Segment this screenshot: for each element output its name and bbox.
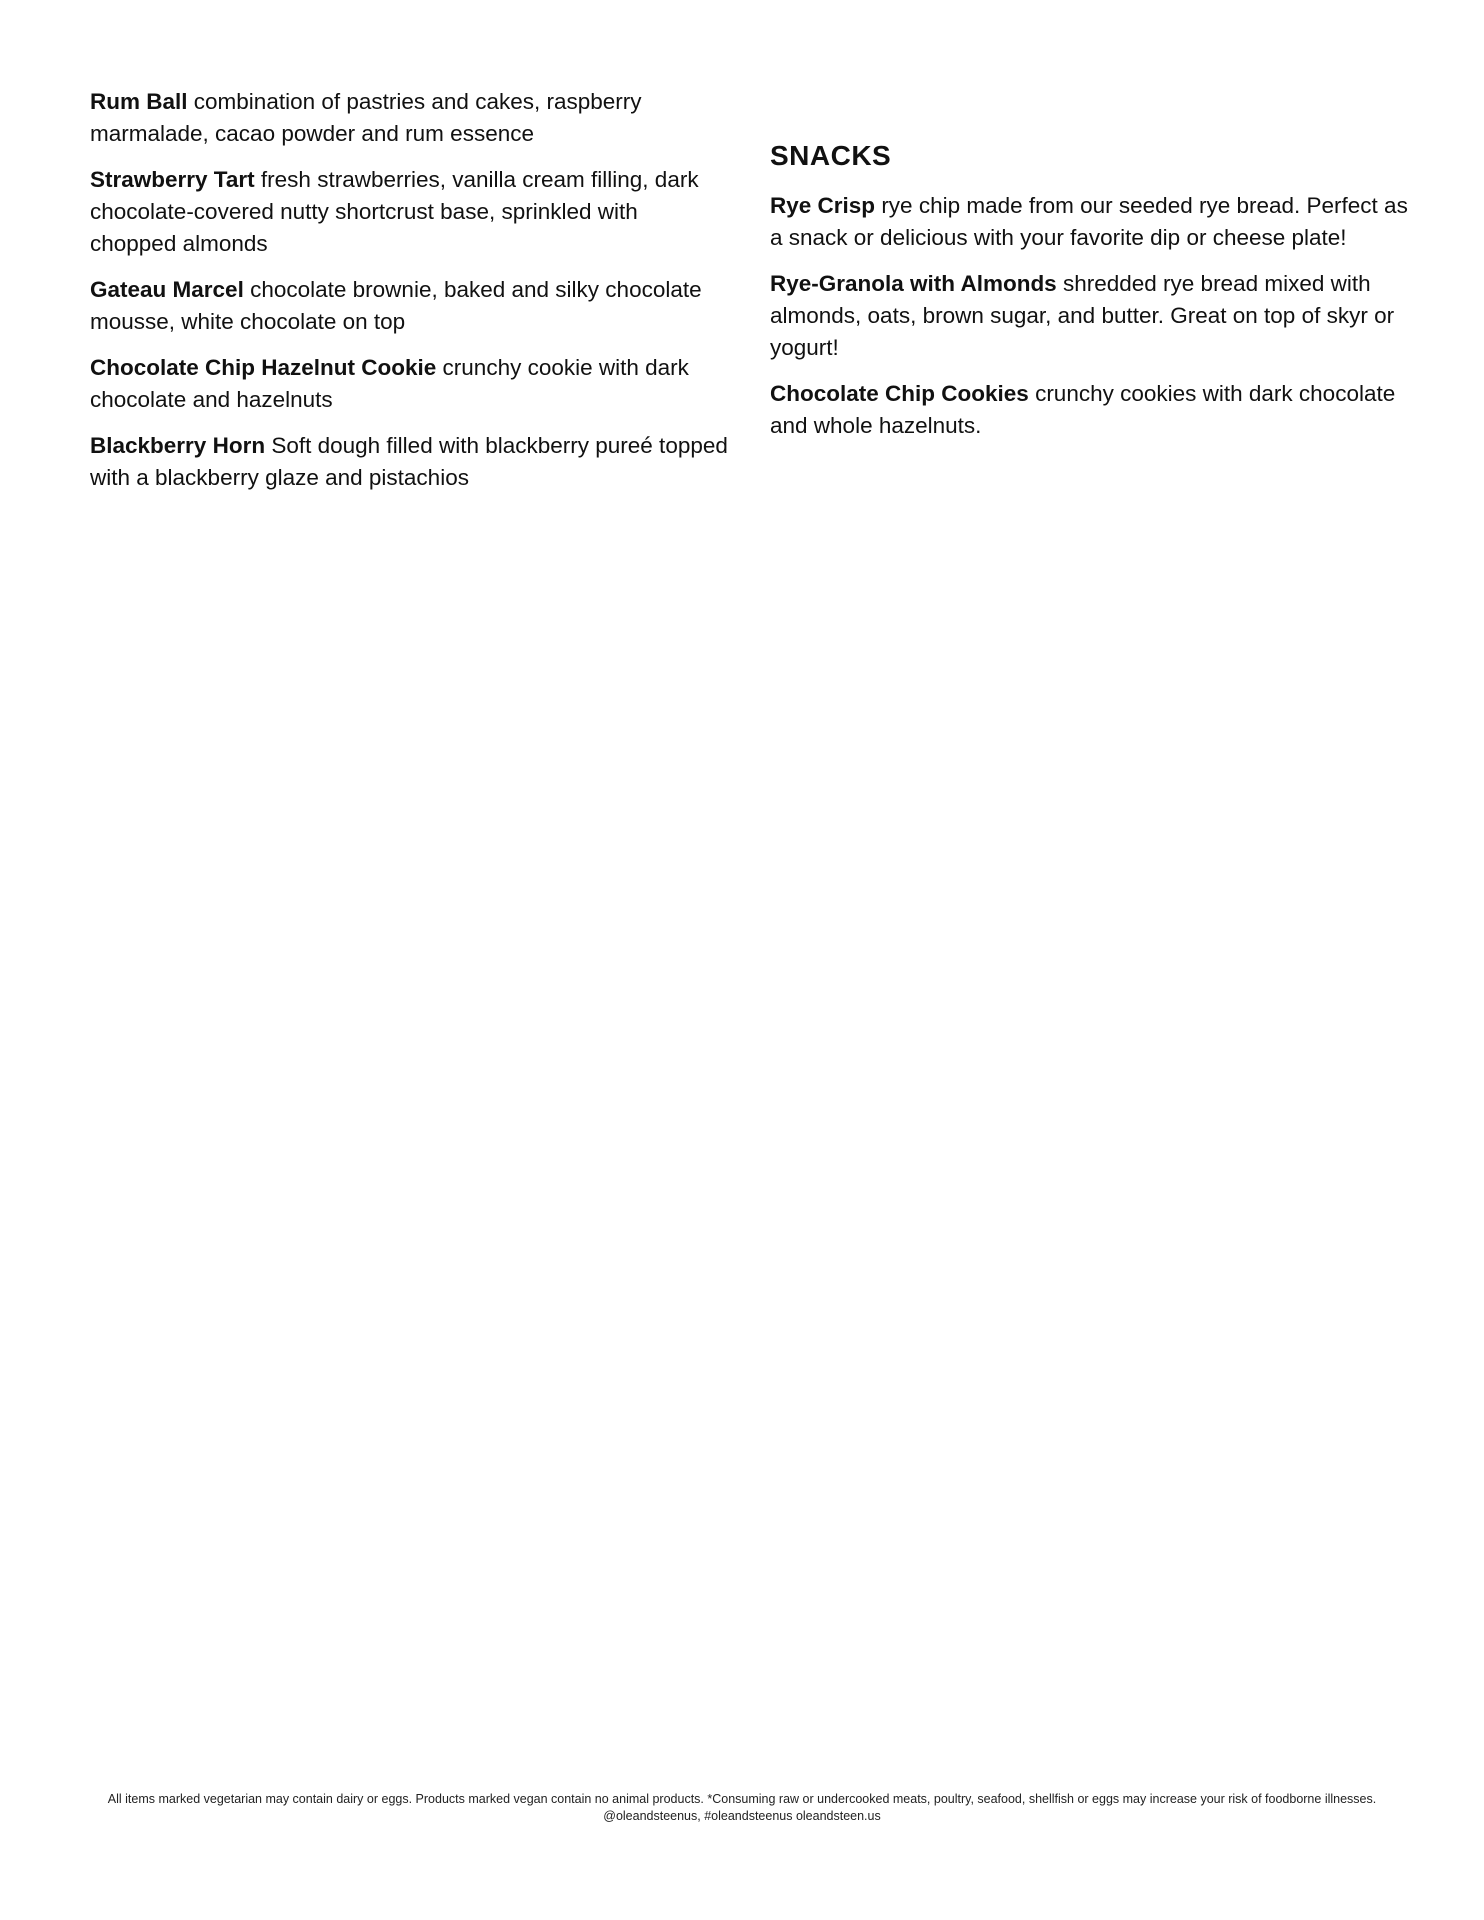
item-description: rye chip made from our seeded rye bread. Perfect as a snack or delicious with your favorite dip or cheese plate! xyxy=(770,193,1408,250)
left-menu-column xyxy=(90,86,730,508)
menu-item-gateau-marcel xyxy=(90,274,730,338)
item-description: shredded rye bread mixed with almonds, oats, brown sugar, and butter. Great on top of skyr or yogurt! xyxy=(770,271,1395,360)
menu-item-chocolate-chip-cookies xyxy=(770,378,1410,442)
item-name: Gateau Marcel xyxy=(90,277,244,302)
menu-item-strawberry-tart xyxy=(90,164,730,260)
item-name: Chocolate Chip Hazelnut Cookie xyxy=(90,355,437,380)
snacks-section xyxy=(770,140,1410,456)
item-name: Chocolate Chip Cookies xyxy=(770,381,1029,406)
footer-disclaimer: All items marked vegetarian may contain dairy or eggs. Products marked vegan contain no animal products. *Consuming raw or undercooked meats, poultry, seafood, shellfish or eggs may increase your risk of foodborne illnesses. xyxy=(107,1792,1377,1806)
section-heading-snacks: SNACKS xyxy=(770,140,892,171)
item-name: Rum Ball xyxy=(90,89,188,114)
item-description: Soft dough filled with blackberry pureé topped with a blackberry glaze and pistachios xyxy=(90,433,728,490)
item-name: Rye-Granola with Almonds xyxy=(770,271,1057,296)
item-name: Rye Crisp xyxy=(770,193,876,218)
item-description: combination of pastries and cakes, raspberry marmalade, cacao powder and rum essence xyxy=(90,89,642,146)
menu-item-rye-granola xyxy=(770,268,1410,364)
item-name: Blackberry Horn xyxy=(90,433,266,458)
item-description: crunchy cookies with dark chocolate and whole hazelnuts. xyxy=(770,381,1396,438)
menu-item-blackberry-horn xyxy=(90,430,730,494)
footer xyxy=(90,1791,1394,1825)
menu-item-rye-crisp xyxy=(770,190,1410,254)
item-description: chocolate brownie, baked and silky chocolate mousse, white chocolate on top xyxy=(90,277,702,334)
item-name: Strawberry Tart xyxy=(90,167,255,192)
menu-item-chocolate-chip-hazelnut-cookie xyxy=(90,352,730,416)
menu-item-rum-ball xyxy=(90,86,730,150)
item-description: crunchy cookie with dark chocolate and hazelnuts xyxy=(90,355,689,412)
item-description: fresh strawberries, vanilla cream filling, dark chocolate-covered nutty shortcrust base, sprinkled with chopped almonds xyxy=(90,167,699,256)
footer-social: @oleandsteenus, #oleandsteenus oleandsteen.us xyxy=(603,1809,881,1823)
